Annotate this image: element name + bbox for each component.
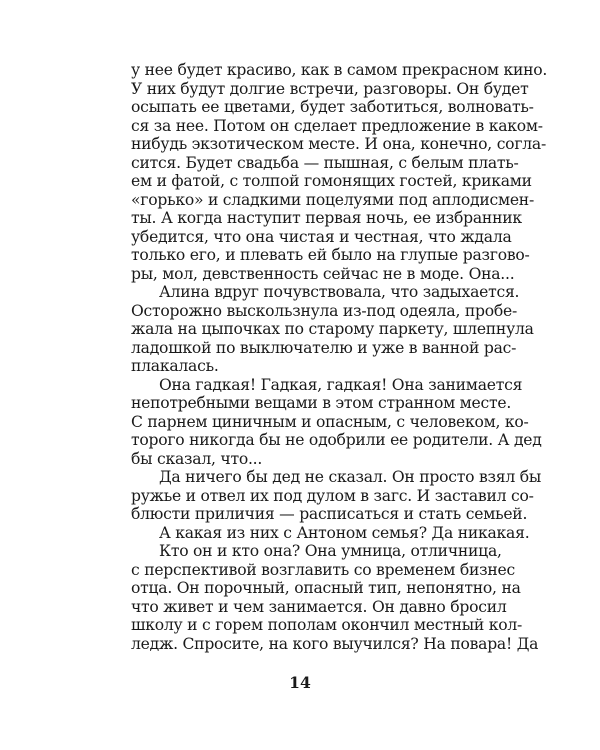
text-line: ры, мол, девственность сейчас не в моде. Она... <box>131 264 515 283</box>
text-line: нибудь экзотическом месте. И она, конечно, согла- <box>131 135 546 153</box>
text-line: ружье и отвел их под дулом в загс. И заставил со- <box>131 486 534 505</box>
text-line: жала на цыпочках по старому паркету, шлепнула <box>131 320 534 338</box>
text-line: блюсти приличия — расписаться и стать семьей. <box>131 505 528 523</box>
text-line: осыпать ее цветами, будет заботиться, волновать- <box>131 98 534 116</box>
text-line: Алина вдруг почувствовала, что задыхается. <box>159 283 520 301</box>
text-line: Кто он и кто она? Она умница, отличница, <box>159 542 502 560</box>
text-line: отца. Он порочный, опасный тип, непонятно, на <box>131 579 521 597</box>
text-line: что живет и чем занимается. Он давно бросил <box>131 597 507 616</box>
text-line: А какая из них с Антоном семья? Да никакая. <box>159 523 530 542</box>
text-line: Осторожно выскользнула из-под одеяла, пробе- <box>131 301 518 320</box>
page-number: 14 <box>289 673 311 692</box>
text-line: ты. А когда наступит первая ночь, ее избранник <box>131 209 522 227</box>
text-line: «горько» и сладкими поцелуями под аплодисмен- <box>131 190 534 209</box>
text-line: торого никогда бы не одобрили ее родители. А дед <box>131 431 542 449</box>
text-line: сится. Будет свадьба — пышная, с белым плать- <box>131 153 519 172</box>
text-line: Да ничего бы дед не сказал. Он просто взял бы <box>159 468 542 486</box>
text-line: с перспективой возглавить со временем бизнес <box>131 560 515 579</box>
text-line: убедится, что она чистая и честная, что ждала <box>131 227 512 246</box>
text-line: плакалась. <box>131 357 219 375</box>
text-line: У них будут долгие встречи, разговоры. Он будет <box>131 79 529 98</box>
text-line: школу и с горем пополам окончил местный кол- <box>131 616 523 634</box>
text-line: у нее будет красиво, как в самом прекрасном кино. <box>131 61 548 79</box>
text-line: непотребными вещами в этом странном месте. <box>131 394 512 412</box>
text-line: Она гадкая! Гадкая, гадкая! Она занимается <box>159 375 523 394</box>
text-line: ледж. Спросите, на кого выучился? На повара! Да <box>131 634 539 653</box>
text-line: С парнем циничным и опасным, с человеком, ко- <box>131 412 529 431</box>
text-line: ем и фатой, с толпой гомонящих гостей, криками <box>131 172 532 190</box>
text-line: только его, и плевать ей было на глупые разгово- <box>131 246 530 264</box>
text-line: ся за нее. Потом он сделает предложение в каком- <box>131 116 543 135</box>
text-line: бы сказал, что... <box>131 449 263 468</box>
text-line: ладошкой по выключателю и уже в ванной рас- <box>131 338 517 357</box>
